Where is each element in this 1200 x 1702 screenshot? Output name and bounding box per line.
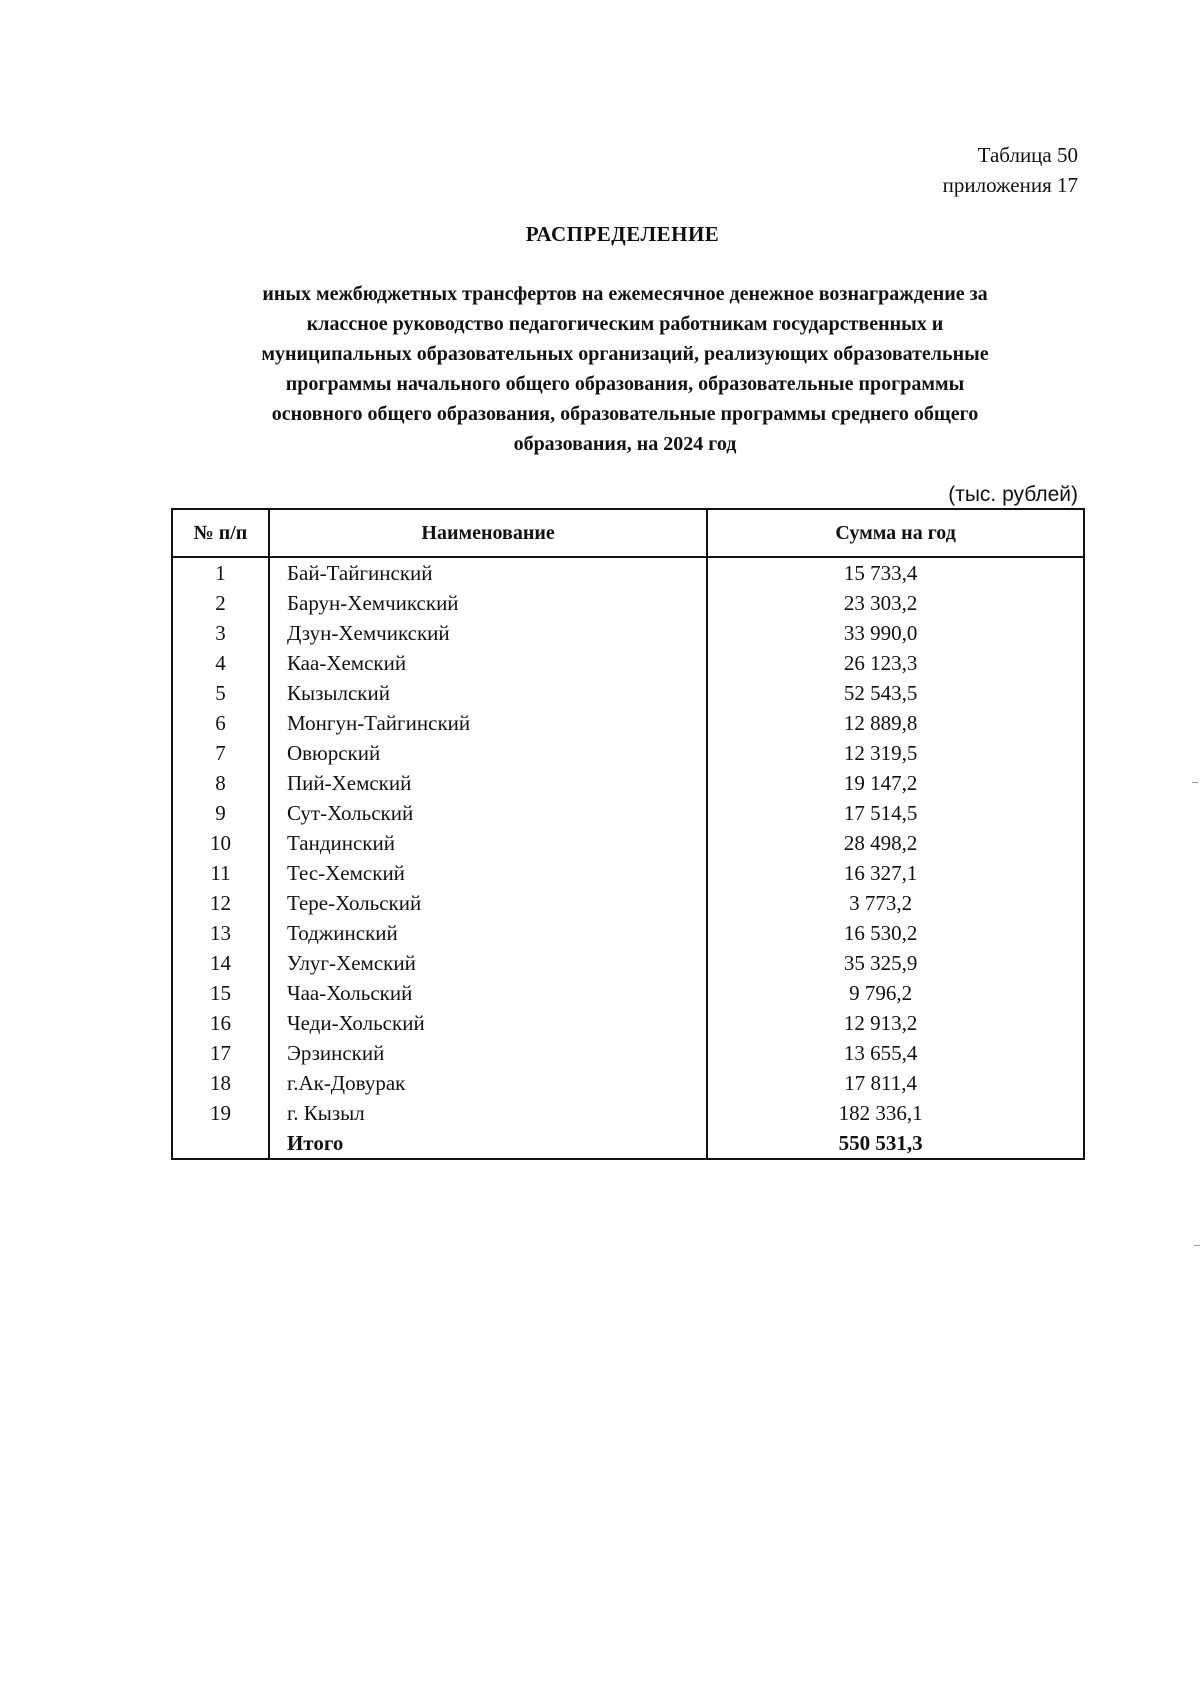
header-sum: Сумма на год	[707, 509, 1084, 557]
header-number: № п/п	[172, 509, 269, 557]
subtitle-line: программы начального общего образования, образовательные программы	[285, 373, 965, 395]
row-number: 16	[172, 1008, 269, 1038]
total-label: Итого	[269, 1128, 707, 1159]
row-sum: 52 543,5	[707, 678, 1084, 708]
row-number: 19	[172, 1098, 269, 1128]
table-row	[172, 1008, 1084, 1038]
table-row	[172, 1038, 1084, 1068]
scan-mark	[1194, 1245, 1200, 1246]
row-number: 7	[172, 738, 269, 768]
row-number: 18	[172, 1068, 269, 1098]
table-row	[172, 557, 1084, 588]
row-number: 10	[172, 828, 269, 858]
document-subtitle	[180, 279, 1070, 459]
row-sum: 17 811,4	[707, 1068, 1084, 1098]
row-name: Эрзинский	[269, 1038, 707, 1068]
row-name: г.Ак-Довурак	[269, 1068, 707, 1098]
row-sum: 12 913,2	[707, 1008, 1084, 1038]
document-title: РАСПРЕДЕЛЕНИЕ	[525, 222, 720, 246]
row-sum: 15 733,4	[707, 557, 1084, 588]
row-name: Бай-Тайгинский	[269, 557, 707, 588]
row-sum: 26 123,3	[707, 648, 1084, 678]
row-name: Чаа-Хольский	[269, 978, 707, 1008]
total-number	[172, 1128, 269, 1159]
scan-mark	[1192, 782, 1198, 783]
row-sum: 19 147,2	[707, 768, 1084, 798]
row-sum: 16 327,1	[707, 858, 1084, 888]
row-sum: 33 990,0	[707, 618, 1084, 648]
table-row	[172, 828, 1084, 858]
row-number: 3	[172, 618, 269, 648]
table-row	[172, 708, 1084, 738]
row-name: Кызылский	[269, 678, 707, 708]
row-sum: 9 796,2	[707, 978, 1084, 1008]
row-number: 5	[172, 678, 269, 708]
row-name: Тес-Хемский	[269, 858, 707, 888]
row-name: Улуг-Хемский	[269, 948, 707, 978]
table-row	[172, 1068, 1084, 1098]
table-row	[172, 948, 1084, 978]
row-sum: 23 303,2	[707, 588, 1084, 618]
table-row	[172, 978, 1084, 1008]
table-row	[172, 738, 1084, 768]
row-number: 11	[172, 858, 269, 888]
row-number: 17	[172, 1038, 269, 1068]
table-row	[172, 768, 1084, 798]
row-sum: 17 514,5	[707, 798, 1084, 828]
table-number: Таблица 50	[977, 143, 1078, 167]
row-number: 13	[172, 918, 269, 948]
subtitle-line: муниципальных образовательных организаций, реализующих образовательные	[261, 343, 989, 365]
row-number: 4	[172, 648, 269, 678]
subtitle-line: классное руководство педагогическим работникам государственных и	[306, 313, 944, 335]
row-sum: 182 336,1	[707, 1098, 1084, 1128]
table-row	[172, 648, 1084, 678]
row-sum: 3 773,2	[707, 888, 1084, 918]
table-row	[172, 888, 1084, 918]
total-row	[172, 1128, 1084, 1159]
row-name: Овюрский	[269, 738, 707, 768]
table-row	[172, 918, 1084, 948]
total-sum: 550 531,3	[707, 1128, 1084, 1159]
row-number: 2	[172, 588, 269, 618]
table-row	[172, 858, 1084, 888]
row-number: 12	[172, 888, 269, 918]
row-name: Барун-Хемчикский	[269, 588, 707, 618]
header-name: Наименование	[269, 509, 707, 557]
table-header-row	[172, 509, 1084, 557]
row-number: 14	[172, 948, 269, 978]
row-name: Тоджинский	[269, 918, 707, 948]
row-number: 9	[172, 798, 269, 828]
row-name: Дзун-Хемчикский	[269, 618, 707, 648]
table-row	[172, 618, 1084, 648]
row-sum: 12 319,5	[707, 738, 1084, 768]
row-name: г. Кызыл	[269, 1098, 707, 1128]
table-row	[172, 1098, 1084, 1128]
row-sum: 35 325,9	[707, 948, 1084, 978]
row-sum: 16 530,2	[707, 918, 1084, 948]
row-name: Сут-Хольский	[269, 798, 707, 828]
row-number: 8	[172, 768, 269, 798]
row-sum: 28 498,2	[707, 828, 1084, 858]
row-number: 15	[172, 978, 269, 1008]
row-name: Пий-Хемский	[269, 768, 707, 798]
allocation-table	[171, 508, 1085, 1160]
subtitle-line: иных межбюджетных трансфертов на ежемесячное денежное вознаграждение за	[262, 283, 988, 305]
row-name: Чеди-Хольский	[269, 1008, 707, 1038]
row-name: Тере-Хольский	[269, 888, 707, 918]
unit-label: (тыс. рублей)	[948, 483, 1078, 506]
table-row	[172, 798, 1084, 828]
subtitle-line: основного общего образования, образовательные программы среднего общего	[271, 403, 979, 425]
row-number: 6	[172, 708, 269, 738]
row-sum: 12 889,8	[707, 708, 1084, 738]
table-reference	[943, 140, 1078, 200]
row-number: 1	[172, 557, 269, 588]
subtitle-line: образования, на 2024 год	[513, 433, 737, 455]
table-row	[172, 588, 1084, 618]
appendix-number: приложения 17	[942, 173, 1078, 197]
row-name: Монгун-Тайгинский	[269, 708, 707, 738]
row-sum: 13 655,4	[707, 1038, 1084, 1068]
row-name: Каа-Хемский	[269, 648, 707, 678]
table-row	[172, 678, 1084, 708]
row-name: Тандинский	[269, 828, 707, 858]
